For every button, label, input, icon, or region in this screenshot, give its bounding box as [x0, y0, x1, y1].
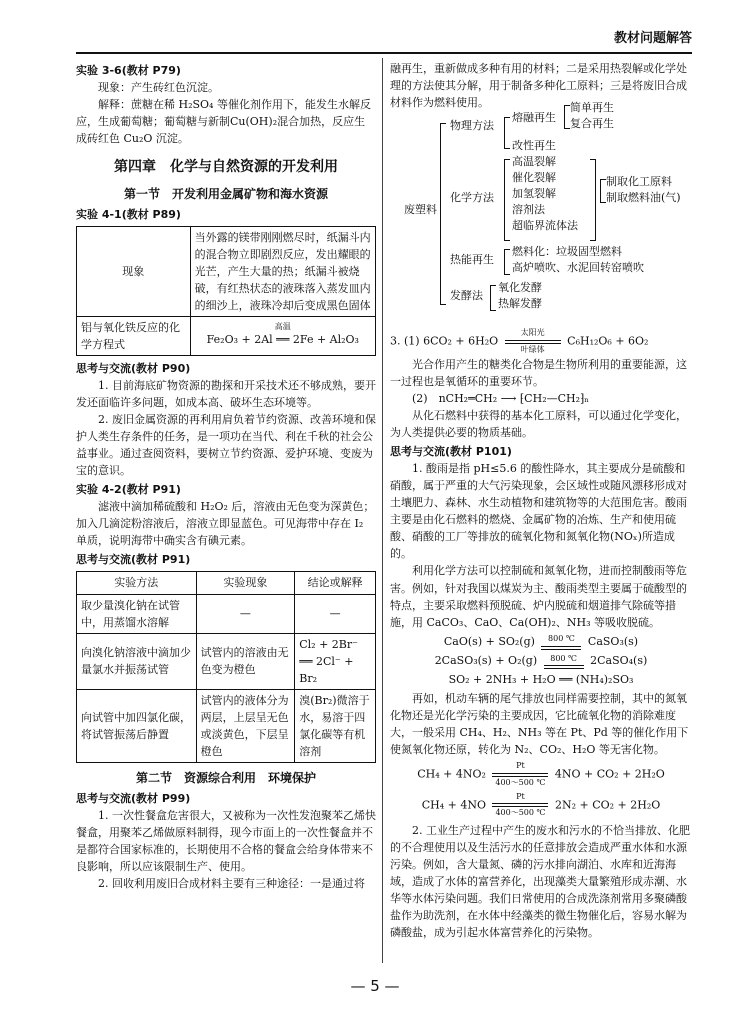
think101-item1: 1. 酸雨是指 pH≤5.6 的酸性降水，其主要成分是硫酸和硝酸，属于严重的大气污染现象，会区域性或随风漂移形成对土壤肥力、森林、水生动植物和建筑物等的大范围危害。酸雨主要是由化石燃料的燃烧、金属矿物的冶炼、生产和使用硫酸、硝酸的工厂等排放的硫氧化物和氮氧化物(NOₓ)所造成的。	[390, 462, 687, 561]
eq-condition-bottom: 叶绿体	[520, 344, 545, 354]
table-row	[77, 633, 376, 689]
tree-node: 改性再生	[512, 139, 556, 153]
table-header: 结论或解释	[295, 572, 376, 594]
arrow-line	[544, 665, 584, 669]
exp41-heading: 实验 4-1(教材 P89)	[76, 207, 181, 221]
table-row	[77, 226, 376, 316]
rxn-right: 2CaSO₄(s)	[590, 653, 648, 667]
rxn-arrow	[492, 791, 548, 820]
tree-leaf: 简单再生	[570, 101, 614, 115]
plastic-recycling-diagram	[390, 101, 692, 323]
equation: Fe₂O₃ + 2Al ══ 2Fe + Al₂O₃	[206, 333, 359, 347]
table-cell: 向试管中加四氯化碳，将试管振荡后静置	[77, 689, 197, 762]
reaction-1	[390, 633, 692, 650]
think90-item2: 2. 废旧金属资源的再利用肩负着节约资源、改善环境和保护人类生存条件的任务，是一项功在当代、利在千秋的社会公益事业。通过查阅资料，要树立节约资源、爱护环境、变废为宝的意识。	[76, 413, 376, 478]
tree-leaf: 复合再生	[570, 117, 614, 131]
continued-text: 融再生，重新做成多种有用的材料；二是采用热裂解或化学处理的方法使其分解，用于制备多种化工原料；三是将废旧合成材料作为燃料使用。	[390, 62, 687, 110]
think99-item1: 1. 一次性餐盒危害很大，又被称为一次性发泡聚苯乙烯快餐盒，用聚苯乙烯做原料制得，现今市面上的一次性餐盒并不是都符合国家标准的，长期使用不合格的餐盒会给身体带来不良影响，所以应该限制生产、使用。	[76, 808, 376, 873]
exp41-table	[76, 226, 376, 356]
page-header	[76, 28, 692, 54]
think90-item1: 1. 目前海底矿物资源的勘探和开采技术还不够成熟，要开发还面临许多问题，如成本高、破坏生态环境等。	[76, 378, 376, 409]
rxn-left: CH₄ + 4NO	[421, 798, 486, 812]
exp42-heading: 实验 4-2(教材 P91)	[76, 483, 181, 497]
table-cell: 现象	[77, 226, 191, 316]
tree-node: 发酵法	[450, 289, 483, 303]
think101-item1b: 利用化学方法可以控制硫和氮氧化物，进而控制酸雨等危害。例如，针对我国以煤炭为主、酸雨类型主要属于硫酸型的特点，主要采取燃料预脱硫、炉内脱硫和烟道排气除硫等措施，用 CaCO₃、CaO、Ca(OH)₂、NH₃ 等吸收脱硫。	[390, 564, 687, 629]
tree-leaf: 制取化工原料	[606, 175, 672, 189]
table-cell	[190, 316, 375, 355]
tree-node: 物理方法	[450, 119, 494, 133]
exp36-heading: 实验 3-6(教材 P79)	[76, 64, 181, 77]
brace	[504, 117, 510, 149]
rxn-left: CH₄ + 4NO₂	[417, 767, 486, 781]
left-column	[76, 60, 376, 892]
tree-node: 化学方法	[450, 191, 494, 205]
tree-node: 热能再生	[450, 253, 494, 267]
exp36-explanation: 解释：蔗糖在稀 H₂SO₄ 等催化剂作用下，能发生水解反应，生成葡萄糖；葡萄糖与新制Cu(OH)₂混合加热，反应生成砖红色 Cu₂O 沉淀。	[76, 98, 371, 146]
table-cell: 试管内的液体分为两层，上层呈无色或淡黄色，下层呈橙色	[196, 689, 295, 762]
think99-heading: 思考与交流(教材 P99)	[76, 791, 191, 805]
tree-leaf: 催化裂解	[512, 171, 556, 185]
tree-leaf: 燃料化：垃圾固型燃料	[512, 245, 622, 259]
equation-3-2: (2) nCH₂═CH₂ ⟶ ⁅CH₂—CH₂⁆ₙ	[412, 392, 590, 406]
table-cell: —	[295, 594, 376, 633]
think90-heading: 思考与交流(教材 P90)	[76, 361, 191, 375]
tree-leaf: 高温裂解	[512, 155, 556, 169]
section1-title: 第一节 开发利用金属矿物和海水资源	[123, 186, 328, 201]
rxn-condition-bottom: 400～500 ℃	[495, 777, 546, 787]
reaction-2	[390, 652, 692, 669]
brace	[490, 285, 496, 311]
think101-heading: 思考与交流(教材 P101)	[390, 445, 512, 459]
header-title: 教材问题解答	[613, 30, 692, 46]
table-header: 实验方法	[77, 572, 197, 594]
tree-leaf: 高炉喷吹、水泥回转窑喷吹	[512, 261, 644, 275]
table-row	[77, 316, 376, 355]
arrow-line	[541, 646, 581, 650]
rxn-condition-bottom: 400～500 ℃	[495, 808, 546, 818]
table-row	[77, 594, 376, 633]
tree-leaf: 溶剂法	[512, 203, 545, 217]
eq-arrow	[505, 327, 561, 356]
exp42-text: 滤液中滴加稀硫酸和 H₂O₂ 后，溶液由无色变为深黄色；加入几滴淀粉溶液后，溶液立即显蓝色。可见海带中存在 I₂ 单质，说明海带中确实含有碘元素。	[76, 500, 375, 548]
page-number: — 5 —	[350, 977, 400, 995]
table-header: 实验现象	[196, 572, 295, 594]
table-header-row	[77, 572, 376, 594]
rxn-condition: 800 ℃	[550, 653, 577, 663]
rxn-condition: 800 ℃	[548, 634, 575, 644]
eq-left: 3. (1) 6CO₂ + 6H₂O	[390, 334, 499, 348]
table-cell: —	[196, 594, 295, 633]
think101-item1c: 再如，机动车辆的尾气排放也同样需要控制，其中的氮氧化物还是光化学污染的主要成因，它比硫氧化物的消除难度大，一般采用 CH₄、H₂、NH₃ 等在 Pt、Pd 等的催化作用下使氮氧化物还原，转化为 N₂、CO₂、H₂O 等无害化物。	[390, 692, 689, 757]
rxn-right: CaSO₃(s)	[587, 634, 639, 648]
tree-leaf: 热解发酵	[498, 297, 542, 311]
photosynthesis-text: 光合作用产生的糖类化合物是生物所利用的重要能源，这一过程也是氧循环的重要环节。	[390, 357, 687, 388]
chapter-title: 第四章 化学与自然资源的开发利用	[114, 159, 338, 176]
rxn-left: CaO(s) + SO₂(g)	[443, 634, 535, 648]
tree-leaf: 超临界流体法	[512, 219, 578, 233]
table-cell: 铝与氧化铁反应的化学方程式	[77, 316, 191, 355]
think91-heading: 思考与交流(教材 P91)	[76, 553, 191, 567]
right-column	[390, 60, 692, 941]
table-cell: 当外露的镁带刚刚燃尽时，纸漏斗内的混合物立即剧烈反应，发出耀眼的光芒，产生大量的热；纸漏斗被烧破，有红热状态的液珠落入蒸发皿内的细沙上，液珠冷却后变成黑色固体	[190, 226, 375, 316]
reaction-3: SO₂ + 2NH₃ + H₂O ══ (NH₄)₂SO₃	[448, 673, 634, 687]
table-cell: 向溴化钠溶液中滴加少量氯水并振荡试管	[77, 633, 197, 689]
section2-title: 第二节 资源综合利用 环境保护	[135, 770, 316, 785]
rxn-arrow	[544, 653, 584, 669]
brace	[590, 159, 596, 241]
rxn-right: 2N₂ + CO₂ + 2H₂O	[554, 798, 661, 812]
brace	[504, 249, 510, 275]
tree-leaf: 加氢裂解	[512, 187, 556, 201]
think101-item2: 2. 工业生产过程中产生的废水和污水的不恰当排放、化肥的不合理使用以及生活污水的任意排放会造成严重水体和水源污染。例如，含大量氮、磷的污水排向湖泊、水库和近海海域，造成了水体的富营养化，出现藻类大量繁殖形成赤潮、水华等水体污染问题。我们日常使用的合成洗涤剂常用多聚磷酸盐作为助洗剂，在水体中经藻类的微生物催化后，容易水解为磷酸盐，成为引起水体富营养化的污染物。	[390, 823, 690, 940]
tree-root: 废塑料	[404, 203, 437, 217]
table-cell: 取少量溴化钠在试管中，用蒸馏水溶解	[77, 594, 197, 633]
reaction-5	[390, 791, 692, 820]
tree-node: 熔融再生	[512, 111, 556, 125]
exp36-phenomenon: 现象：产生砖红色沉淀。	[98, 81, 219, 95]
brace	[504, 159, 510, 241]
think99-item2: 2. 回收利用废旧合成材料主要有三种途径：一是通过将	[98, 876, 365, 890]
brace	[440, 123, 446, 305]
tree-leaf: 制取燃料油(气)	[606, 191, 681, 205]
reaction-condition: 高温	[274, 322, 291, 332]
equation-3-1	[390, 327, 692, 356]
table-cell: 溴(Br₂)微溶于水，易溶于四氯化碳等有机溶剂	[295, 689, 376, 762]
fossil-fuel-text: 从化石燃料中获得的基本化工原料，可以通过化学变化，为人类提供必要的物质基础。	[390, 409, 687, 440]
eq-condition-top: 太阳光	[520, 328, 545, 338]
rxn-arrow	[492, 760, 548, 789]
column-divider	[382, 58, 383, 963]
tree-leaf: 氧化发酵	[498, 281, 542, 295]
think91-table	[76, 571, 376, 762]
rxn-condition-top: Pt	[516, 792, 525, 802]
table-cell: Cl₂ + 2Br⁻ ══ 2Cl⁻ + Br₂	[295, 633, 376, 689]
table-cell: 试管内的溶液由无色变为橙色	[196, 633, 295, 689]
rxn-arrow	[541, 633, 581, 649]
table-row	[77, 689, 376, 762]
rxn-left: 2CaSO₃(s) + O₂(g)	[434, 653, 538, 667]
eq-right: C₆H₁₂O₆ + 6O₂	[567, 334, 649, 348]
rxn-condition-top: Pt	[516, 761, 525, 771]
reaction-4	[390, 760, 692, 789]
rxn-right: 4NO + CO₂ + 2H₂O	[554, 767, 665, 781]
